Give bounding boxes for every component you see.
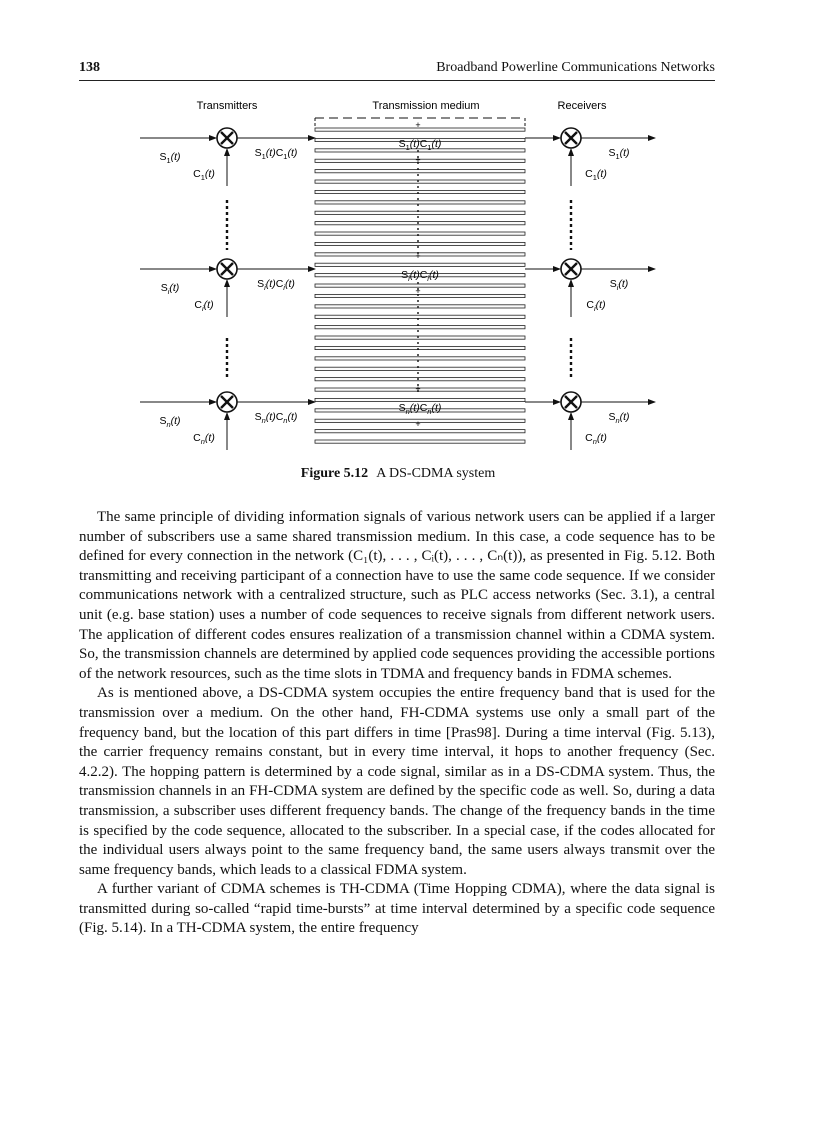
rx-code-label: $C_1(t)$ (585, 168, 607, 182)
running-header (79, 58, 715, 81)
plus-sign: + (415, 286, 421, 296)
medium-band (315, 346, 525, 349)
medium-band (315, 263, 525, 266)
plus-sign: + (415, 120, 421, 130)
ds-cdma-diagram (0, 90, 816, 460)
tx-signal-label: $S_1(t)$ (159, 151, 181, 165)
medium-band (315, 180, 525, 183)
book-title: Broadband Powerline Communications Networks (436, 60, 715, 75)
medium-band (315, 440, 525, 443)
rx-code-label: $C_i(t)$ (586, 299, 606, 313)
medium-band (315, 232, 525, 235)
medium-band (315, 201, 525, 204)
plus-sign: + (415, 384, 421, 394)
paragraph: As is mentioned above, a DS-CDMA system occupies the entire frequency band that is used for the transmission over a medium. On the other hand, FH-CDMA systems use only a small part of the frequency band, but the location of this part differs in time [Pras98]. During a time interval (Fig. 5.13), the carrier frequency remains constant, but in every time interval, it hops to another frequency (Sec. 4.2.2). The hopping pattern is determined by a code signal, similar as in a DS-CDMA system. Thus, the transmission channels in an FH-CDMA system are defined by the specific code as well. So, during a data transmission, a subscriber uses different frequency bands. The change of the frequency bands in the time is specified by the code sequence, allocated to the subscriber. In a special case, if the codes allocated for the individual users always point to the same frequency band, the same users always transmit over the same frequency bands, which leads to a classical FDMA system. (79, 685, 715, 878)
medium-band (315, 222, 525, 225)
medium-band (315, 190, 525, 193)
figure-ds-cdma (0, 90, 816, 460)
tx-signal-label: $S_n(t)$ (159, 415, 181, 429)
medium-signal-label: $S_1(t)C_1(t)$ (398, 138, 442, 152)
plus-sign: + (415, 419, 421, 429)
tx-code-label: $C_n(t)$ (193, 432, 215, 446)
medium-band (315, 315, 525, 318)
tx-output-label: $S_i(t)C_i(t)$ (257, 278, 295, 292)
medium-band (315, 357, 525, 360)
plus-sign: + (415, 155, 421, 165)
medium-band (315, 211, 525, 214)
rx-code-label: $C_n(t)$ (585, 432, 607, 446)
rx-signal-label: $S_i(t)$ (609, 278, 629, 292)
medium-band (315, 170, 525, 173)
rx-signal-label: $S_1(t)$ (608, 147, 630, 161)
caption-text: A DS-CDMA system (376, 466, 496, 481)
medium-band (315, 305, 525, 308)
body-text (79, 508, 715, 939)
tx-code-label: $C_1(t)$ (193, 168, 215, 182)
medium-band (315, 336, 525, 339)
medium-band (315, 378, 525, 381)
medium-signal-label: $S_n(t)C_n(t)$ (398, 402, 442, 416)
plus-sign: + (415, 251, 421, 261)
label-transmission-medium: Transmission medium (372, 100, 480, 112)
figure-caption (0, 466, 796, 482)
medium-signal-label: $S_i(t)C_i(t)$ (401, 269, 439, 283)
label-receivers: Receivers (557, 100, 607, 112)
medium-band (315, 430, 525, 433)
medium-band (315, 242, 525, 245)
tx-output-label: $S_1(t)C_1(t)$ (254, 147, 298, 161)
paragraph: The same principle of dividing information signals of various network users can be applied if a larger number of subscribers use a same shared transmission medium. In this case, a code sequence has to be defined for every connection in the network (C₁(t), . . . , Cᵢ(t), . . . , Cₙ(t)), as presented in Fig. 5.12. Both transmitting and receiving participant of a connection have to use the same code sequence. If we consider communications network with a centralized structure, such as PLC access networks (Sec. 3.1), a central unit (e.g. base station) uses a number of code sequences to receive signals from different network users. The application of different codes ensures realization of a transmission channel within a CDMA system. So, the transmission channels are determined by applied code sequences providing the accessible portions of the network resources, such as the time slots in TDMA and frequency bands in FDMA schemes. (79, 509, 715, 682)
rx-signal-label: $S_n(t)$ (608, 411, 630, 425)
tx-code-label: $C_i(t)$ (194, 299, 214, 313)
label-transmitters: Transmitters (196, 100, 258, 112)
medium-band (315, 367, 525, 370)
medium-band (315, 326, 525, 329)
tx-signal-label: $S_i(t)$ (160, 282, 180, 296)
page-number: 138 (79, 60, 100, 75)
paragraph: A further variant of CDMA schemes is TH-CDMA (Time Hopping CDMA), where the data signal is transmitted during so-called “rapid time-bursts” at time interval determined by a specific code sequence (Fig. 5.14). In a TH-CDMA system, the entire frequency (79, 881, 715, 937)
tx-output-label: $S_n(t)C_n(t)$ (254, 411, 298, 425)
caption-label: Figure 5.12 (300, 466, 369, 481)
